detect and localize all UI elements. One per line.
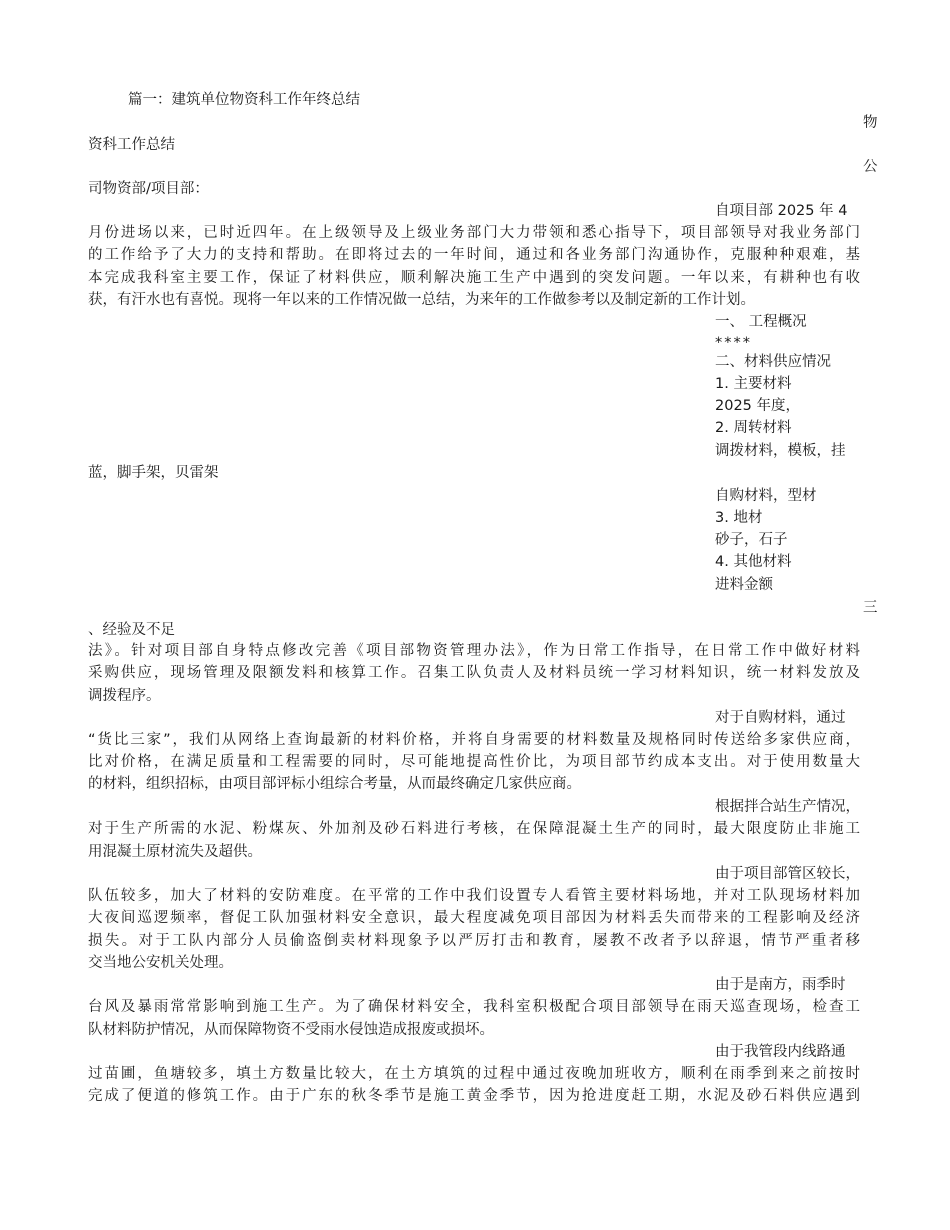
paragraph-line: 根据拌合站生产情况， (715, 799, 860, 815)
subsection-heading: 1. 主要材料 (715, 376, 792, 392)
intro-line: 获，有汗水也有喜悦。现将一年以来的工作情况做一总结，为来年的工作做参考以及制定新的工作计划。 (88, 292, 755, 308)
intro-line: 的工作给予了大力的支持和帮助。在即将过去的一年时间，通过和各业务部门沟通协作，克服种种艰难，基 (88, 247, 860, 263)
outline-text: 蓝，脚手架，贝雷架 (88, 465, 219, 481)
paragraph-line: 损失。对于工队内部分人员偷盗倒卖材料现象予以严厉打击和教育，屡教不改者予以辞退，情节严重者移 (88, 933, 860, 949)
paragraph-line: 由于项目部管区较长， (715, 866, 860, 882)
heading-line: 资科工作总结 (88, 137, 175, 153)
paragraph-line: 对于生产所需的水泥、粉煤灰、外加剂及砂石料进行考核，在保障混凝土生产的同时，最大限度防止非施工 (88, 821, 860, 837)
section-heading: 、经验及不足 (88, 622, 175, 638)
paragraph-line: 队伍较多，加大了材料的安防难度。在平常的工作中我们设置专人看管主要材料场地，并对工队现场材料加 (88, 888, 860, 904)
subsection-heading: 4. 其他材料 (715, 554, 792, 570)
section-heading-char: 三 (863, 600, 878, 616)
paragraph-line: 交当地公安机关处理。 (88, 955, 233, 971)
paragraph-line: 调拨程序。 (88, 688, 161, 704)
section-heading: 一、 工程概况 (715, 314, 807, 330)
intro-line: 自项目部 2025 年 4 (715, 203, 848, 219)
paragraph-line: 过苗圃，鱼塘较多，填土方数量比较大，在土方填筑的过程中通过夜晚加班收方，顺利在雨季到来之前按时 (88, 1066, 860, 1082)
paragraph-line: 台风及暴雨常常影响到施工生产。为了确保材料安全，我科室积极配合项目部领导在雨天巡查现场，检查工 (88, 999, 860, 1015)
outline-text: 调拨材料，模板，挂 (715, 443, 846, 459)
heading-char-1: 物 (863, 115, 878, 131)
placeholder-stars: **** (715, 335, 752, 351)
subsection-heading: 2. 周转材料 (715, 420, 792, 436)
paragraph-line: 比对价格，在满足质量和工程需要的同时，尽可能地提高性价比，为项目部节约成本支出。对于使用数量大 (88, 754, 860, 770)
outline-text: 2025 年度， (715, 398, 801, 414)
outline-text: 砂子，石子 (715, 532, 788, 548)
paragraph-line: 用混凝土原材流失及超供。 (88, 844, 262, 860)
intro-line: 月份进场以来，已时近四年。在上级领导及上级业务部门大力带领和悉心指导下，项目部领导对我业务部门 (88, 225, 860, 241)
paragraph-line: 由于是南方，雨季时 (715, 977, 846, 993)
paragraph-line: 完成了便道的修筑工作。由于广东的秋冬季节是施工黄金季节，因为抢进度赶工期，水泥及砂石料供应遇到 (88, 1088, 860, 1104)
paragraph-line: 由于我管段内线路通 (715, 1044, 846, 1060)
paragraph-line: 大夜间巡逻频率，督促工队加强材料安全意识，最大程度减免项目部因为材料丢失而带来的工程影响及经济 (88, 910, 860, 926)
paragraph-line: 队材料防护情况，从而保障物资不受雨水侵蚀造成报废或损坏。 (88, 1022, 494, 1038)
document-title: 篇一：建筑单位物资科工作年终总结 (128, 92, 360, 108)
paragraph-line: 对于自购材料，通过 (715, 710, 846, 726)
section-heading: 二、材料供应情况 (715, 354, 831, 370)
outline-text: 自购材料，型材 (715, 488, 817, 504)
dept-line: 司物资部/项目部： (88, 181, 209, 197)
outline-text: 进料金额 (715, 577, 773, 593)
paragraph-line: 的材料，组织招标，由项目部评标小组综合考量，从而最终确定几家供应商。 (88, 776, 581, 792)
paragraph-line: 法》。针对项目部自身特点修改完善《项目部物资管理办法》，作为日常工作指导，在日常工作中做好材料 (88, 643, 860, 659)
intro-line: 本完成我科室主要工作，保证了材料供应，顺利解决施工生产中遇到的突发问题。一年以来，有耕种也有收 (88, 270, 860, 286)
heading-char-2: 公 (863, 159, 878, 175)
paragraph-line: 采购供应，现场管理及限额发料和核算工作。召集工队负责人及材料员统一学习材料知识，统一材料发放及 (88, 665, 860, 681)
paragraph-line: “货比三家”，我们从网络上查询最新的材料价格，并将自身需要的材料数量及规格同时传送给多家供应商， (88, 732, 860, 748)
subsection-heading: 3. 地材 (715, 510, 763, 526)
